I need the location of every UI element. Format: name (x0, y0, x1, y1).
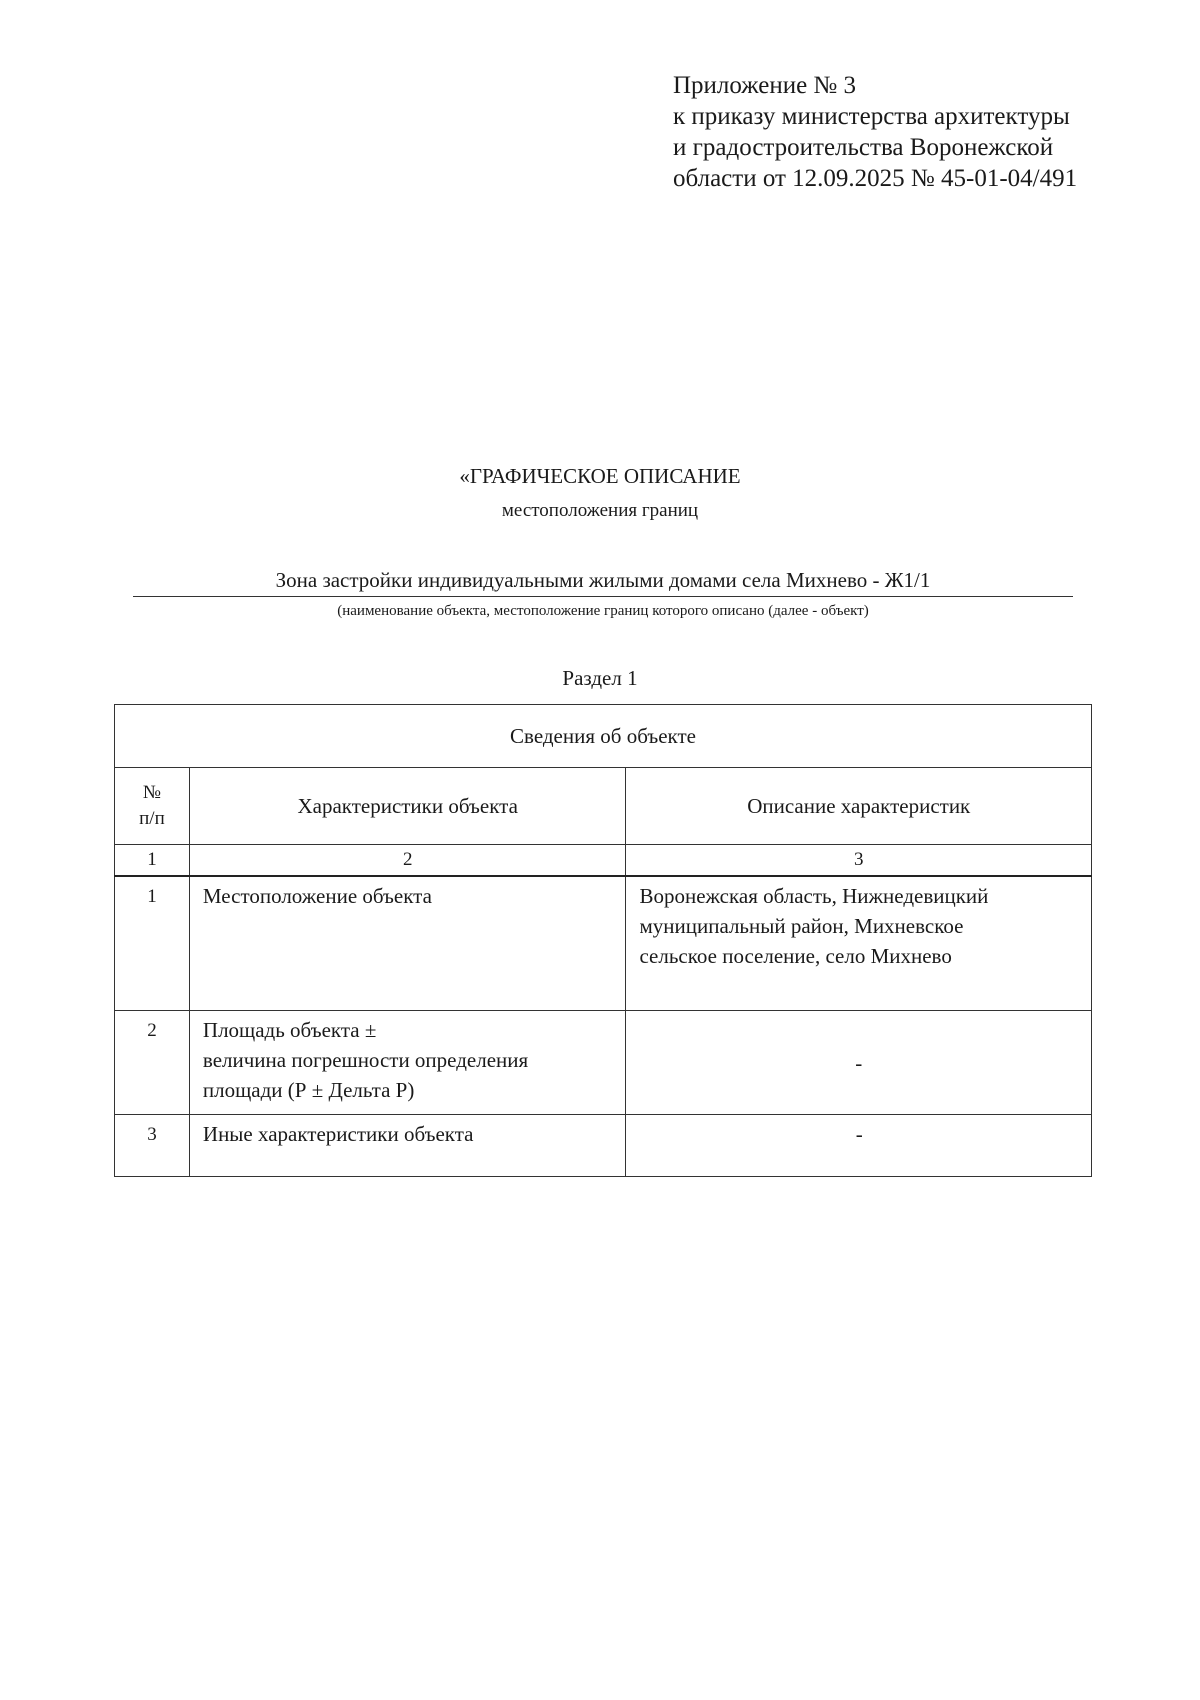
header-number-line: п/п (139, 808, 165, 829)
description-line: сельское поселение, село Михнево (639, 944, 952, 968)
characteristic-line: площади (Р ± Дельта Р) (202, 1078, 415, 1102)
column-index: 1 (115, 845, 190, 877)
header-description: Описание характеристик (626, 768, 1092, 845)
appendix-line: области от 12.09.2025 № 45-01-04/491 (673, 165, 1078, 192)
row-characteristic (189, 1011, 626, 1115)
row-number: 1 (115, 876, 190, 1011)
section-label: Раздел 1 (562, 666, 638, 690)
description-line: муниципальный район, Михневское (639, 914, 964, 938)
row-description: - (626, 1011, 1092, 1115)
column-index: 3 (626, 845, 1092, 877)
table-row (115, 1115, 1092, 1177)
row-description: - (626, 1115, 1092, 1177)
object-info-table (114, 704, 1092, 1177)
document-title: «ГРАФИЧЕСКОЕ ОПИСАНИЕ (459, 464, 741, 488)
object-name-caption: (наименование объекта, местоположение границ которого описано (далее - объект) (337, 603, 869, 619)
object-name: Зона застройки индивидуальными жилыми домами села Михнево - Ж1/1 (133, 568, 1073, 597)
description-line: Воронежская область, Нижнедевицкий (639, 884, 989, 908)
table-caption: Сведения об объекте (115, 705, 1092, 768)
row-number: 2 (115, 1011, 190, 1115)
table-caption-row (115, 705, 1092, 768)
appendix-line: и градостроительства Воронежской (673, 134, 1054, 161)
document-subtitle: местоположения границ (501, 500, 699, 521)
characteristic-line: Площадь объекта ± (202, 1018, 377, 1042)
table-row (115, 876, 1092, 1011)
row-description (626, 876, 1092, 1011)
table-row (115, 1011, 1092, 1115)
row-characteristic: Местоположение объекта (189, 876, 626, 1011)
table-column-index-row (115, 845, 1092, 877)
header-number-line: № (142, 782, 162, 803)
appendix-line: к приказу министерства архитектуры (673, 103, 1070, 130)
row-number: 3 (115, 1115, 190, 1177)
characteristic-line: величина погрешности определения (202, 1048, 529, 1072)
table-header-row (115, 768, 1092, 845)
row-characteristic: Иные характеристики объекта (189, 1115, 626, 1177)
header-number (115, 768, 190, 845)
appendix-line: Приложение № 3 (673, 72, 857, 99)
appendix-header (673, 70, 1077, 194)
column-index: 2 (189, 845, 626, 877)
header-characteristics: Характеристики объекта (189, 768, 626, 845)
